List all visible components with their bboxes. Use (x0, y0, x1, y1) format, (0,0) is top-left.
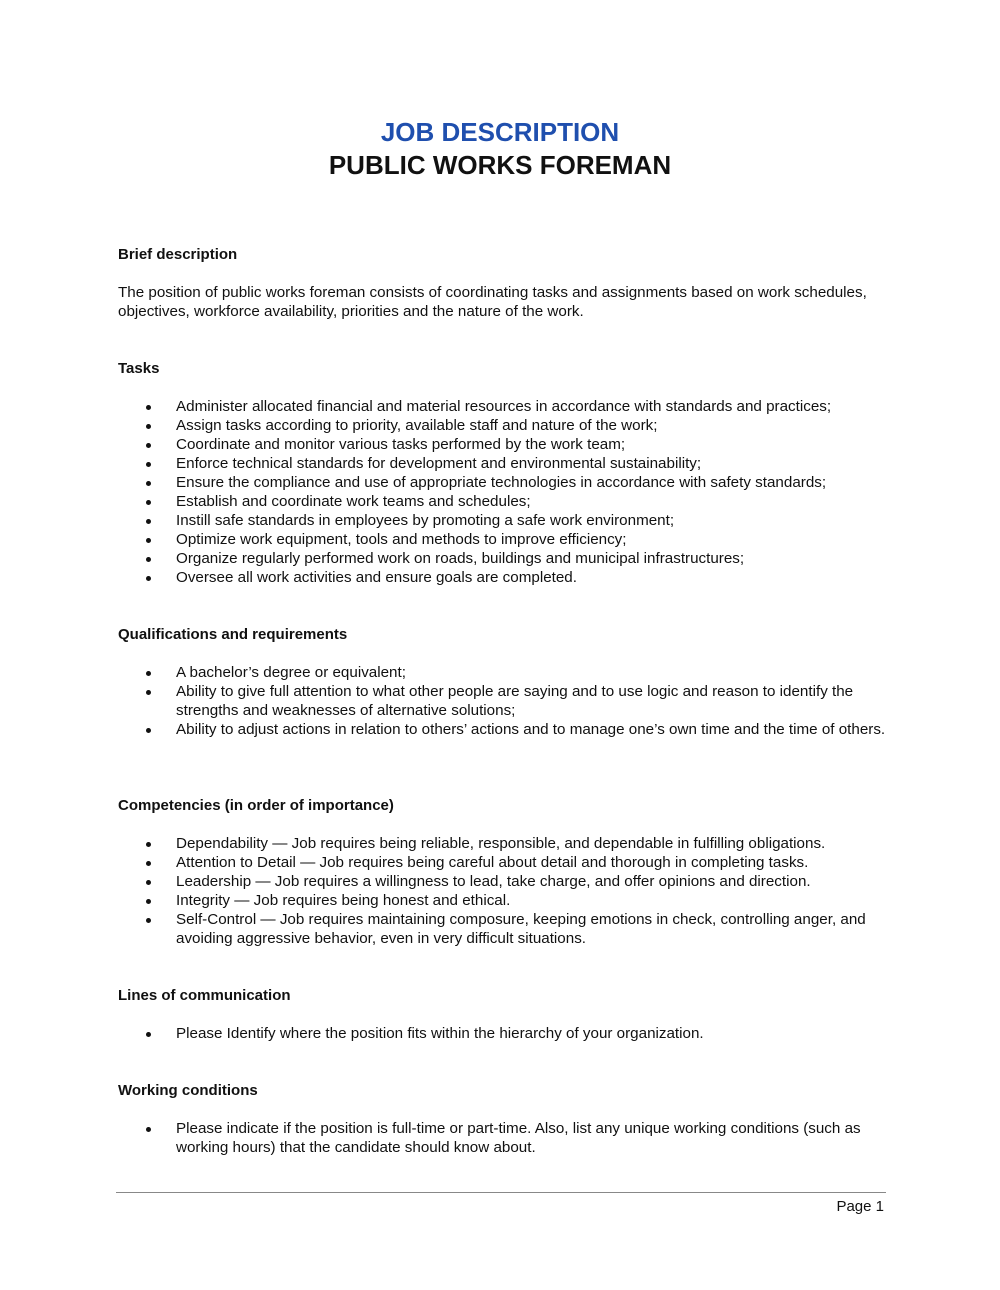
list-item: Please Identify where the position fits within the hierarchy of your organization. (118, 1024, 908, 1043)
bullet-icon (146, 538, 151, 543)
list-item: Ability to adjust actions in relation to others’ actions and to manage one’s own time and the time of others. (118, 720, 908, 739)
bullet-icon (146, 424, 151, 429)
document-title: JOB DESCRIPTION (380, 117, 620, 147)
list-item: Ability to give full attention to what other people are saying and to use logic and reason to identify the strengths and weaknesses of alternative solutions; (118, 682, 908, 720)
list-item: Coordinate and monitor various tasks performed by the work team; (118, 435, 908, 454)
page-number: Page 1 (836, 1198, 884, 1215)
bullet-icon (146, 1127, 151, 1132)
list-item: Enforce technical standards for development and environmental sustainability; (118, 454, 908, 473)
bullet-icon (146, 576, 151, 581)
qualifications-list (118, 663, 908, 739)
bullet-icon (146, 1032, 151, 1037)
list-item: Leadership — Job requires a willingness to lead, take charge, and offer opinions and direction. (118, 872, 908, 891)
list-item: Ensure the compliance and use of appropriate technologies in accordance with safety standards; (118, 473, 908, 492)
bullet-icon (146, 918, 151, 923)
bullet-icon (146, 880, 151, 885)
bullet-icon (146, 728, 151, 733)
tasks-list (118, 397, 908, 587)
bullet-icon (146, 690, 151, 695)
bullet-icon (146, 671, 151, 676)
list-item: A bachelor’s degree or equivalent; (118, 663, 908, 682)
list-item: Optimize work equipment, tools and methods to improve efficiency; (118, 530, 908, 549)
bullet-icon (146, 557, 151, 562)
list-item: Dependability — Job requires being reliable, responsible, and dependable in fulfilling obligations. (118, 834, 908, 853)
tasks-heading: Tasks (118, 360, 160, 377)
list-item: Assign tasks according to priority, available staff and nature of the work; (118, 416, 908, 435)
list-item: Instill safe standards in employees by promoting a safe work environment; (118, 511, 908, 530)
bullet-icon (146, 462, 151, 467)
competencies-heading: Competencies (in order of importance) (118, 797, 394, 814)
bullet-icon (146, 481, 151, 486)
qualifications-heading: Qualifications and requirements (118, 626, 348, 643)
brief-description-heading: Brief description (118, 246, 238, 263)
bullet-icon (146, 405, 151, 410)
bullet-icon (146, 842, 151, 847)
bullet-icon (146, 861, 151, 866)
working-conditions-list (118, 1119, 908, 1157)
brief-description-text: The position of public works foreman consists of coordinating tasks and assignments based on work schedules, objectives, workforce availability, priorities and the nature of the work. (118, 284, 867, 320)
list-item: Administer allocated financial and material resources in accordance with standards and practices; (118, 397, 908, 416)
bullet-icon (146, 519, 151, 524)
job-title: PUBLIC WORKS FOREMAN (328, 150, 672, 180)
bullet-icon (146, 500, 151, 505)
list-item: Please indicate if the position is full-time or part-time. Also, list any unique working conditions (such as working hours) that the candidate should know about. (118, 1119, 908, 1157)
list-item: Integrity — Job requires being honest and ethical. (118, 891, 908, 910)
bullet-icon (146, 443, 151, 448)
communication-list (118, 1024, 908, 1043)
list-item: Establish and coordinate work teams and schedules; (118, 492, 908, 511)
list-item: Organize regularly performed work on roads, buildings and municipal infrastructures; (118, 549, 908, 568)
list-item: Self-Control — Job requires maintaining composure, keeping emotions in check, controlling anger, and avoiding aggressive behavior, even in very difficult situations. (118, 910, 908, 948)
working-conditions-heading: Working conditions (118, 1082, 258, 1099)
bullet-icon (146, 899, 151, 904)
footer-divider (116, 1192, 886, 1193)
list-item: Oversee all work activities and ensure goals are completed. (118, 568, 908, 587)
list-item: Attention to Detail — Job requires being careful about detail and thorough in completing tasks. (118, 853, 908, 872)
communication-heading: Lines of communication (118, 987, 291, 1004)
competencies-list (118, 834, 908, 948)
